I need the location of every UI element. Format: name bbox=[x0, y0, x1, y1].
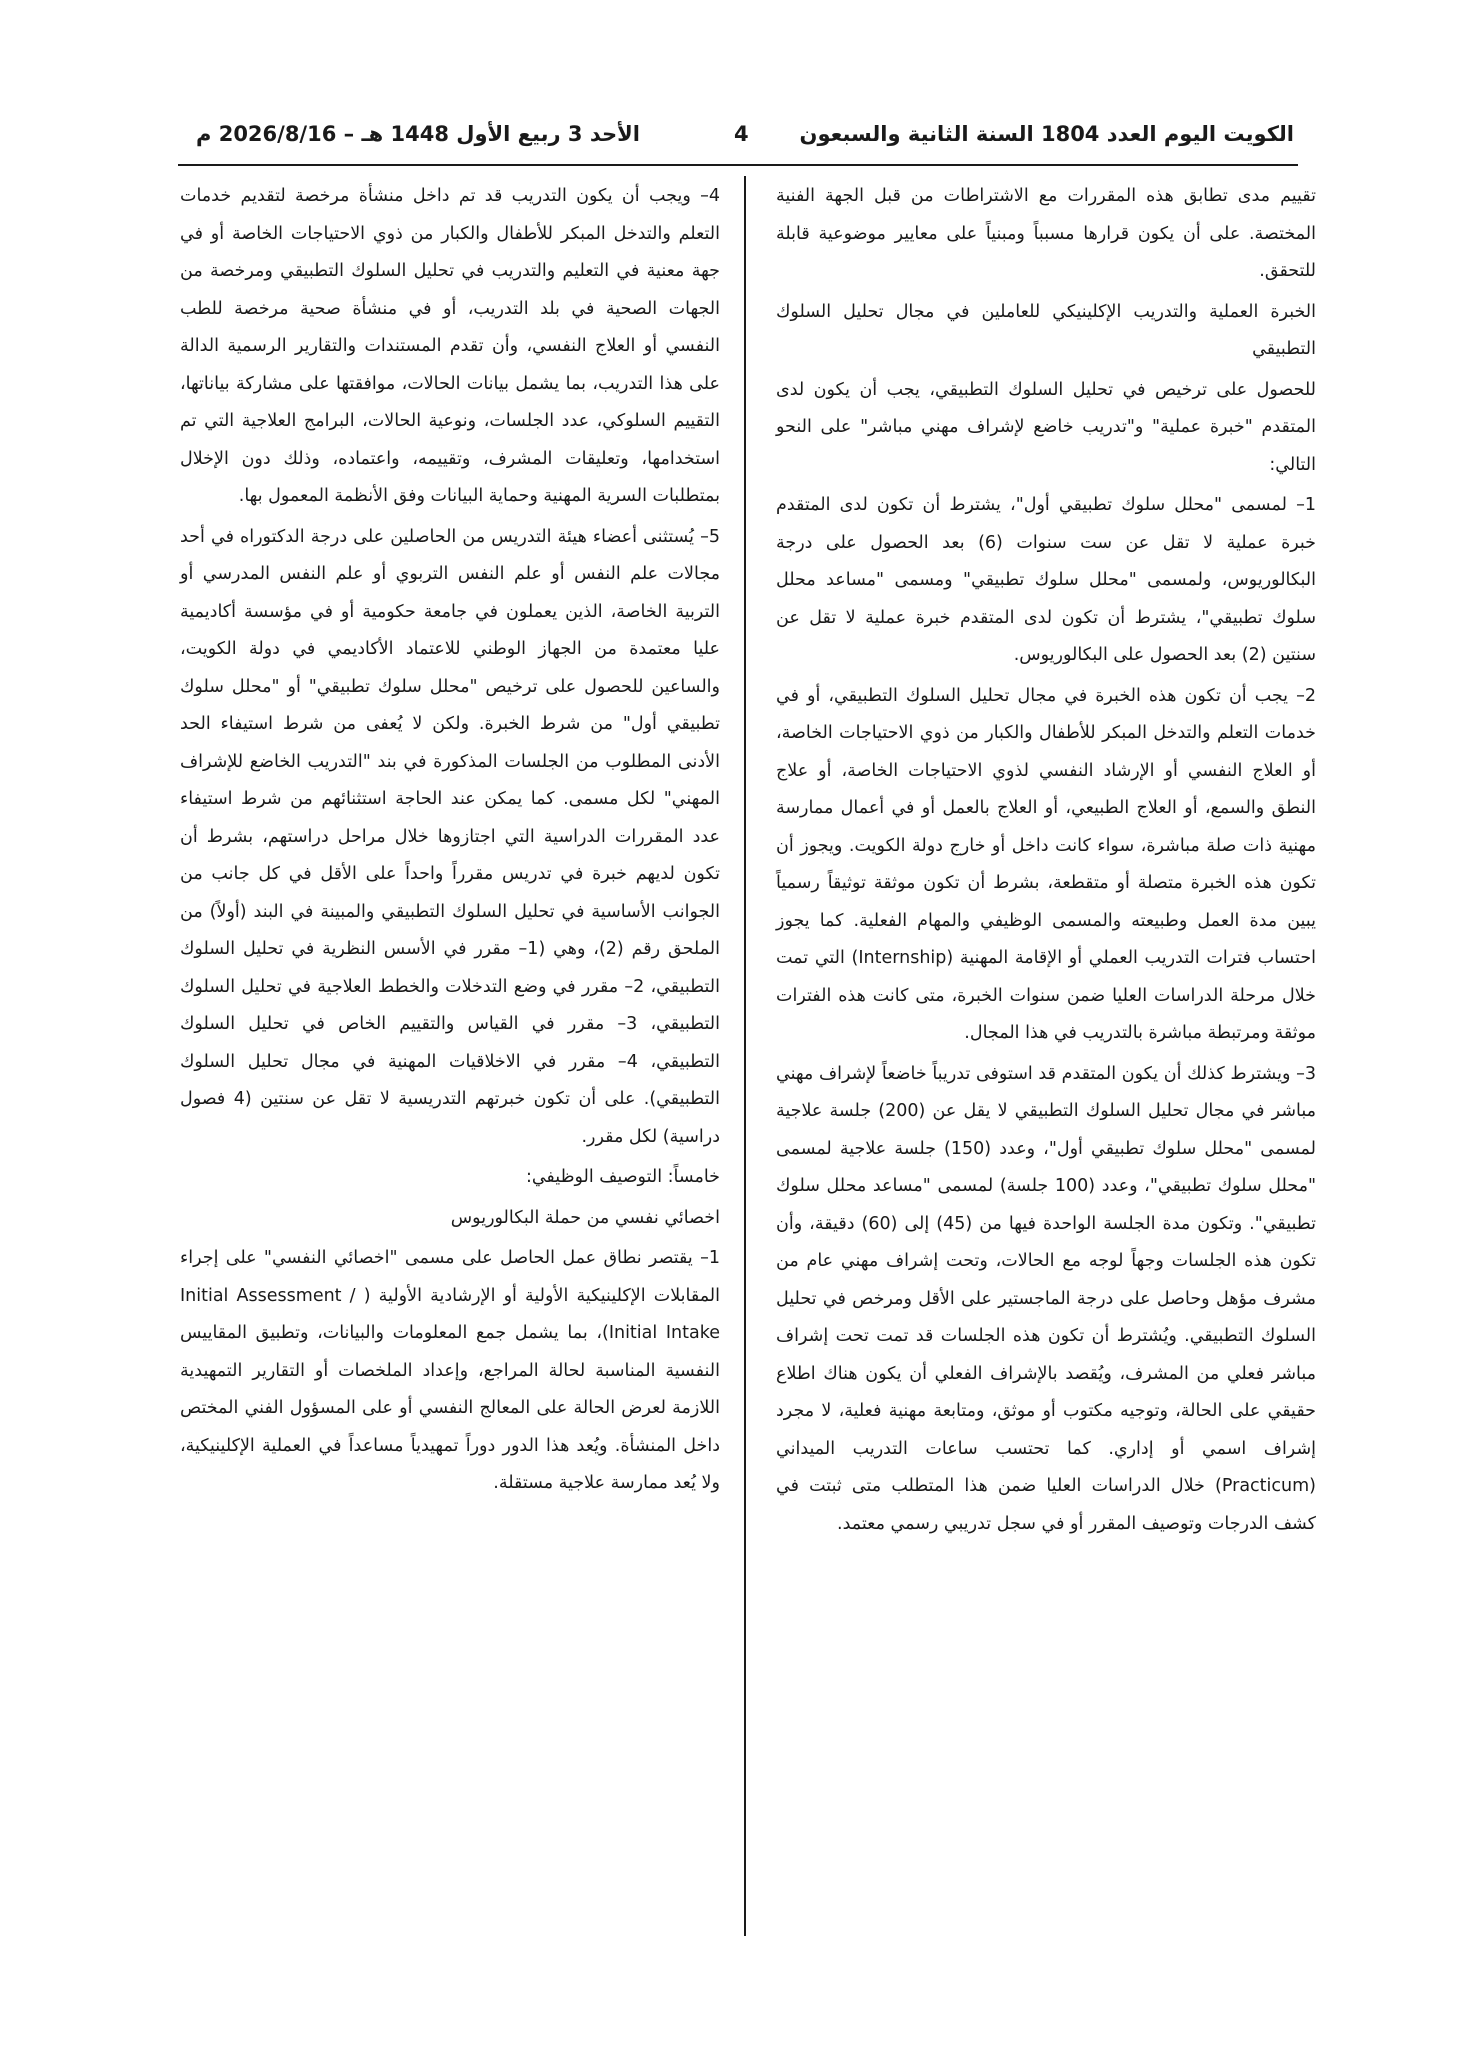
section-heading: الخبرة العملية والتدريب الإكلينيكي للعاملين في مجال تحليل السلوك التطبيقي bbox=[776, 301, 1316, 359]
paragraph: 5– يُستثنى أعضاء هيئة التدريس من الحاصلين على درجة الدكتوراه في أحد مجالات علم النفس أو علم النفس التربوي أو علم النفس المدرسي أو التربية الخاصة، الذين يعملون في جامعة حكومية أو في مؤسسة أكاديمية عليا معتمدة من الجهاز الوطني للاعتماد الأكاديمي في دولة الكويت، والساعين للحصول على ترخيص "محلل سلوك تطبيقي" أو "محلل سلوك تطبيقي أول" من شرط الخبرة. ولكن لا يُعفى من شرط استيفاء الحد الأدنى المطلوب من الجلسات المذكورة في بند "التدريب الخاضع للإشراف المهني" لكل مسمى. كما يمكن عند الحاجة استثنائهم من شرط استيفاء عدد المقررات الدراسية التي اجتازوها خلال مراحل دراستهم، بشرط أن تكون لديهم خبرة في تدريس مقرراً واحداً على الأقل في كل جانب من الجوانب الأساسية في تحليل السلوك التطبيقي والمبينة في البند (أولاً) من الملحق رقم (2)، وهي (1– مقرر في الأسس النظرية في تحليل السلوك التطبيقي، 2– مقرر في وضع التدخلات والخطط العلاجية في تحليل السلوك التطبيقي، 3– مقرر في القياس والتقييم الخاص في تحليل السلوك التطبيقي، 4– مقرر في الاخلاقيات المهنية في مجال تحليل السلوك التطبيقي). على أن تكون خبرتهم التدريسية لا تقل عن سنتين (4 فصول دراسية) لكل مقرر. bbox=[180, 526, 721, 1147]
paragraph: 2– يجب أن تكون هذه الخبرة في مجال تحليل السلوك التطبيقي، أو في خدمات التعلم والتدخل المبكر للأطفال والكبار من ذوي الاحتياجات الخاصة، أو العلاج النفسي أو الإرشاد النفسي لذوي الاحتياجات الخاصة، أو علاج النطق والسمع، أو العلاج الطبيعي، أو العلاج بالعمل أو في أعمال ممارسة مهنية ذات صلة مباشرة، سواء كانت داخل أو خارج دولة الكويت. ويجوز أن تكون هذه الخبرة متصلة أو متقطعة، بشرط أن تكون موثقة توثيقاً رسمياً يبين مدة العمل وطبيعته والمسمى الوظيفي والمهام الفعلية. كما يجوز احتساب فترات التدريب العملي أو الإقامة المهنية (Internship) التي تمت خلال مرحلة الدراسات العليا ضمن سنوات الخبرة، متى كانت هذه الفترات موثقة ومرتبطة مباشرة بالتدريب في هذا المجال. bbox=[776, 685, 1317, 1043]
column-divider bbox=[744, 176, 746, 1936]
paragraph: 4– ويجب أن يكون التدريب قد تم داخل منشأة مرخصة لتقديم خدمات التعلم والتدخل المبكر للأطفال والكبار من ذوي الاحتياجات الخاصة أو في جهة معنية في التعليم والتدريب في تحليل السلوك التطبيقي ومرخصة من الجهات الصحية في بلد التدريب، أو في منشأة صحية مرخصة للطب النفسي أو العلاج النفسي، وأن تقدم المستندات والتقارير الرسمية الدالة على هذا التدريب، بما يشمل بيانات الحالات، موافقتها على مشاركة بياناتها، التقييم السلوكي، عدد الجلسات، ونوعية الحالات، البرامج العلاجية التي تم استخدامها، وتعليقات المشرف، وتقييمه، واعتماده، وذلك دون الإخلال بمتطلبات السرية المهنية وحماية البيانات وفق الأنظمة المعمول بها. bbox=[180, 186, 720, 506]
left-column bbox=[180, 178, 720, 1506]
page-header bbox=[196, 122, 1294, 162]
sub-heading: اخصائي نفسي من حملة البكالوريوس bbox=[450, 1207, 720, 1228]
section-heading: خامساً: التوصيف الوظيفي: bbox=[525, 1167, 720, 1187]
paragraph: للحصول على ترخيص في تحليل السلوك التطبيقي، يجب أن يكون لدى المتقدم "خبرة عملية" و"تدريب خاضع لإشراف مهني مباشر" على النحو التالي: bbox=[776, 379, 1316, 475]
header-date: الأحد 3 ربيع الأول 1448 هـ – 2026/8/16 م bbox=[196, 122, 640, 146]
paragraph: 1– يقتصر نطاق عمل الحاصل على مسمى "اخصائي النفسي" على إجراء المقابلات الإكلينيكية الأولية أو الإرشادية الأولية ( Initial Assessment / Initial Intake)، بما يشمل جمع المعلومات والبيانات، وتطبيق المقاييس النفسية المناسبة لحالة المراجع، وإعداد الملخصات أو التقارير التمهيدية اللازمة لعرض الحالة على المعالج النفسي أو على المسؤول الفني المختص داخل المنشأة. ويُعد هذا الدور دوراً تمهيدياً مساعداً في العملية الإكلينيكية، ولا يُعد ممارسة علاجية مستقلة. bbox=[180, 1248, 720, 1493]
right-column bbox=[776, 178, 1316, 1546]
page-number: 4 bbox=[734, 122, 749, 146]
paragraph: تقييم مدى تطابق هذه المقررات مع الاشتراطات من قبل الجهة الفنية المختصة. على أن يكون قرارها مسبباً ومبنياً على معايير موضوعية قابلة للتحقق. bbox=[776, 186, 1316, 281]
header-rule bbox=[178, 164, 1298, 166]
header-publication: الكويت اليوم العدد 1804 السنة الثانية والسبعون bbox=[799, 122, 1294, 146]
paragraph: 3– ويشترط كذلك أن يكون المتقدم قد استوفى تدريباً خاضعاً لإشراف مهني مباشر في مجال تحليل السلوك التطبيقي لا يقل عن (200) جلسة علاجية لمسمى "محلل سلوك تطبيقي أول"، وعدد (150) جلسة علاجية لمسمى "محلل سلوك تطبيقي"، وعدد (100 جلسة) لمسمى "مساعد محلل سلوك تطبيقي". وتكون مدة الجلسة الواحدة فيها من (45) إلى (60) دقيقة، وأن تكون هذه الجلسات وجهاً لوجه مع الحالات، وتحت إشراف مهني عام من مشرف مؤهل وحاصل على درجة الماجستير على الأقل ومرخص في تحليل السلوك التطبيقي. ويُشترط أن تكون هذه الجلسات قد تمت تحت إشراف مباشر فعلي من المشرف، ويُقصد بالإشراف الفعلي أن يكون هناك اطلاع حقيقي على الحالة، وتوجيه مكتوب أو موثق، ومتابعة مهنية فعلية، لا مجرد إشراف اسمي أو إداري. كما تحتسب ساعات التدريب الميداني (Practicum) خلال الدراسات العليا ضمن هذا المتطلب متى ثبتت في كشف الدرجات وتوصيف المقرر أو في سجل تدريبي رسمي معتمد. bbox=[776, 1063, 1317, 1534]
paragraph: 1– لمسمى "محلل سلوك تطبيقي أول"، يشترط أن تكون لدى المتقدم خبرة عملية لا تقل عن ست سنوات (6) بعد الحصول على درجة البكالوريوس، ولمسمى "محلل سلوك تطبيقي" ومسمى "مساعد محلل سلوك تطبيقي"، يشترط أن تكون لدى المتقدم خبرة عملية لا تقل عن سنتين (2) بعد الحصول على البكالوريوس. bbox=[776, 495, 1317, 665]
